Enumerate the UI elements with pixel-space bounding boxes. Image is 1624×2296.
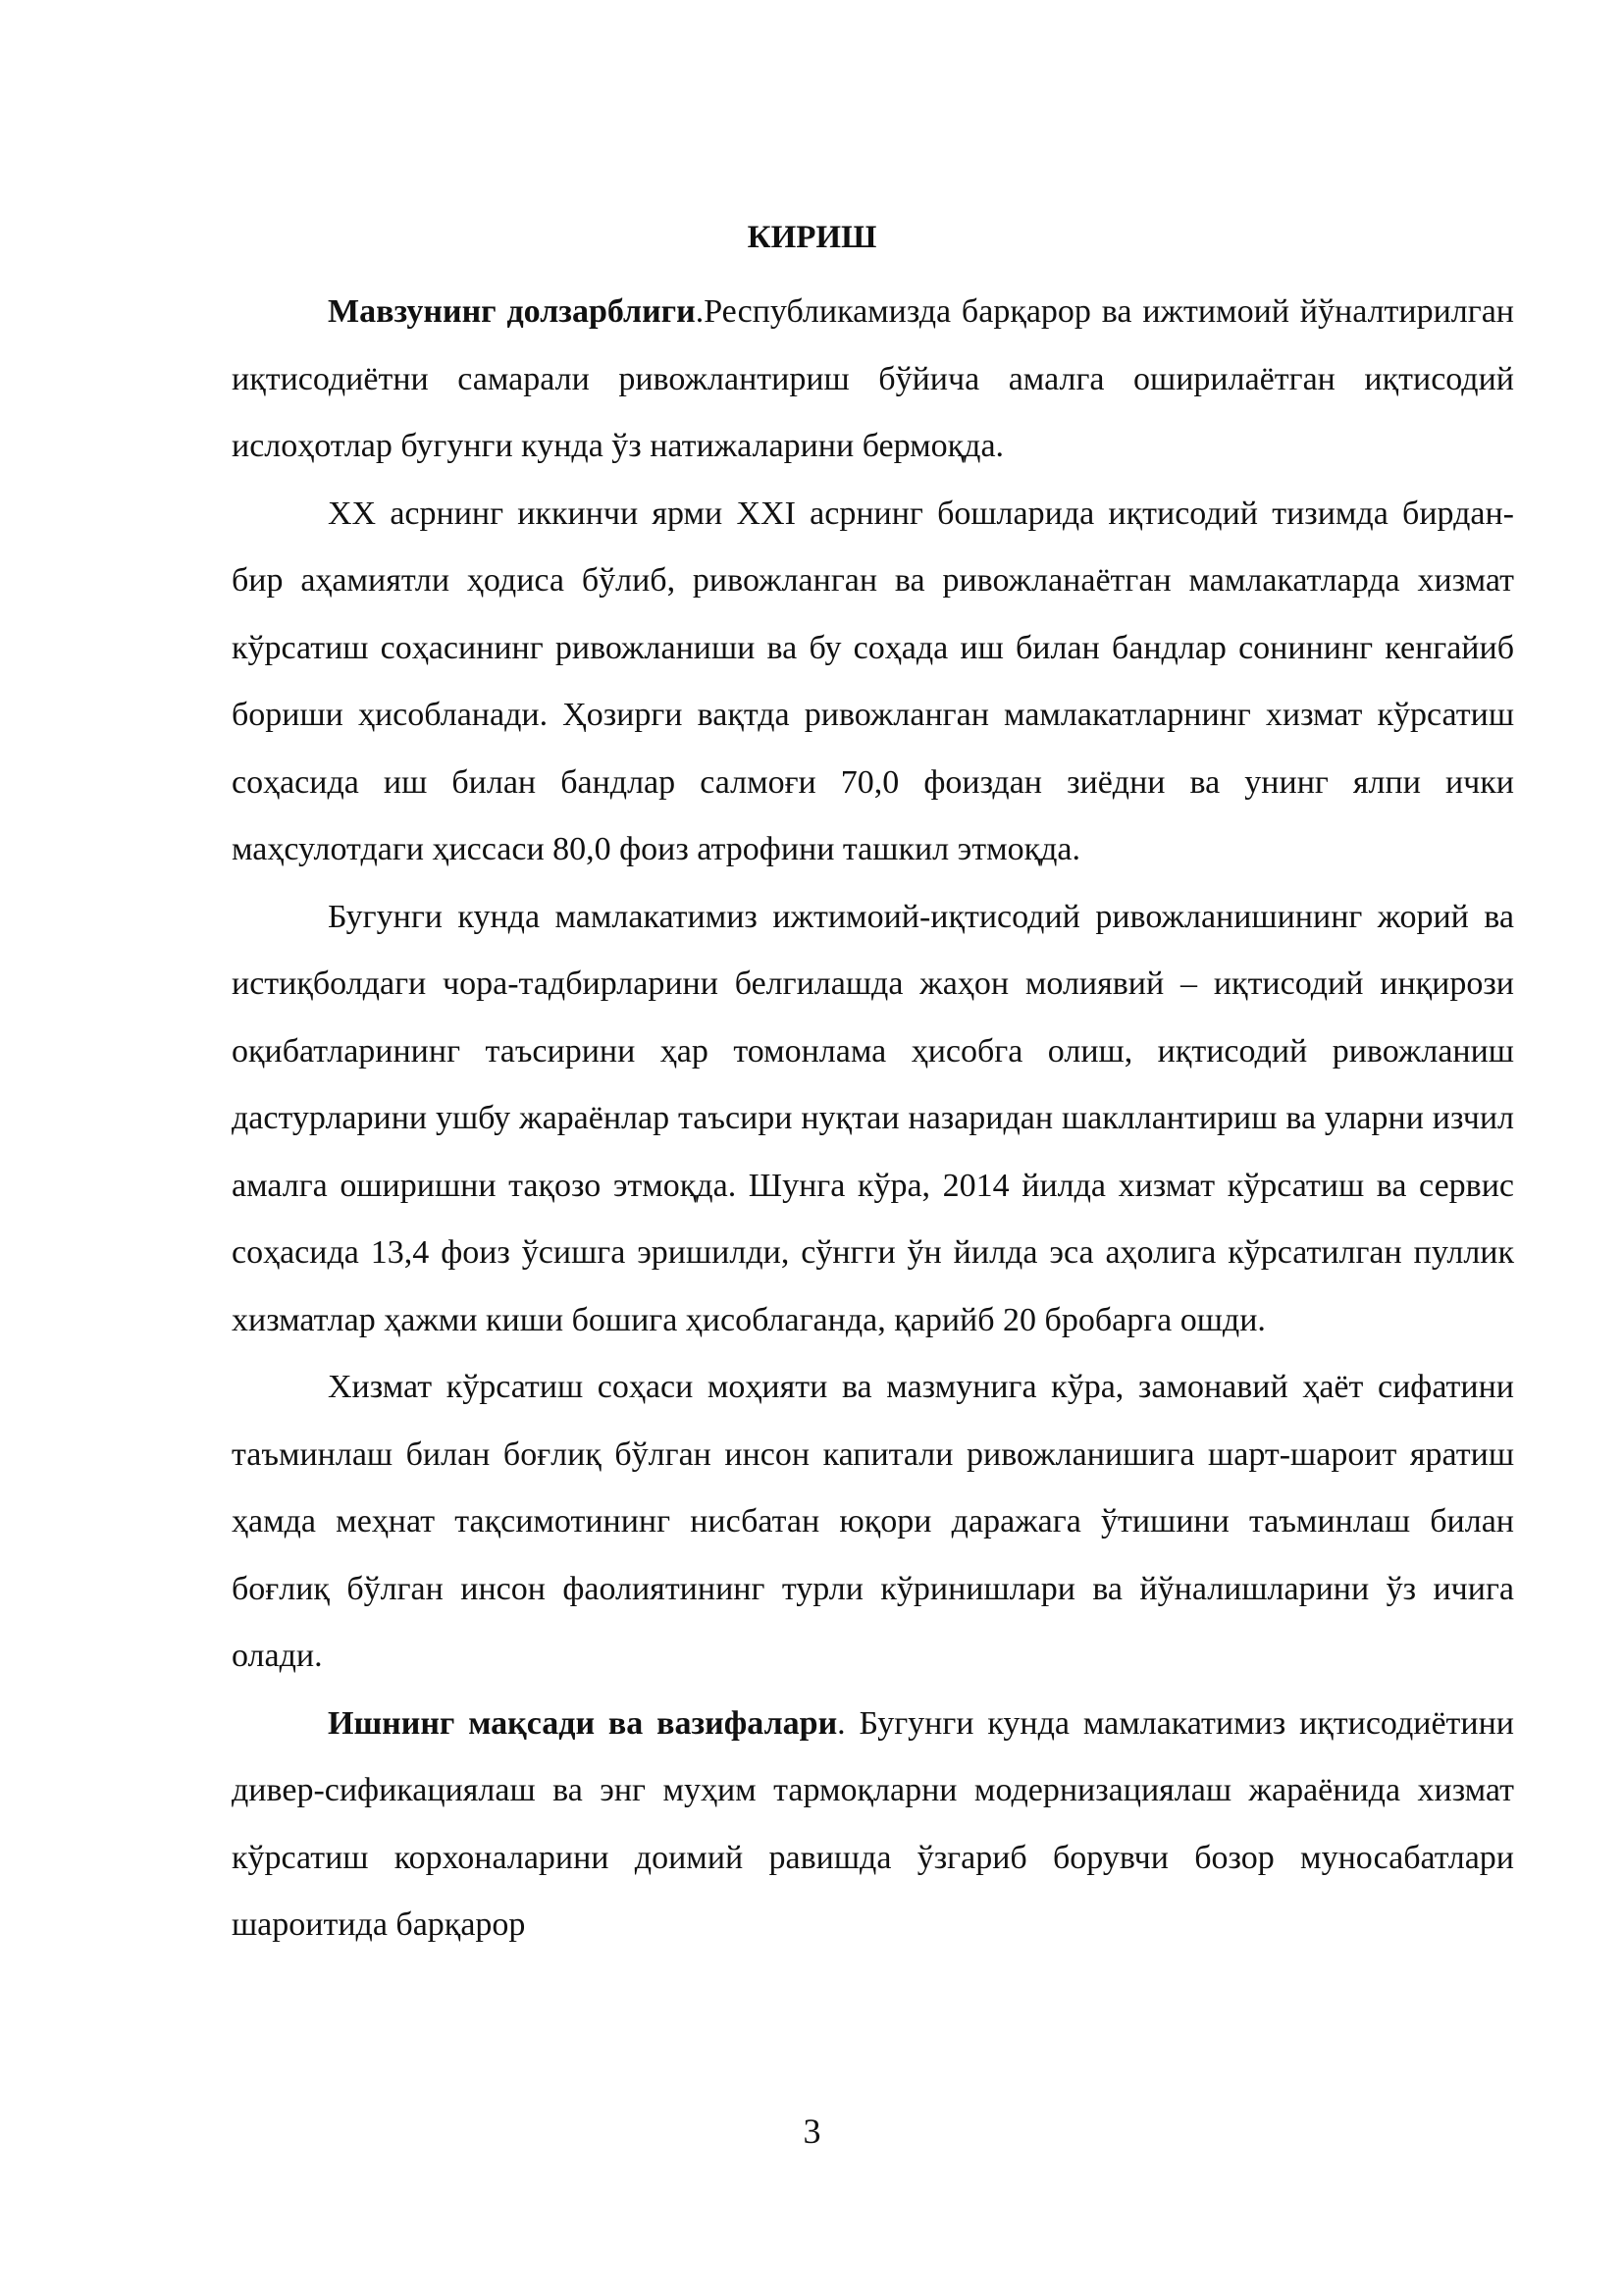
paragraph-essence bbox=[232, 1354, 1514, 1691]
paragraph-text-service-sector: XX асрнинг иккинчи ярми XXI асрнинг бошларида иқтисодий тизимда бирдан-бир аҳамиятли ҳодиса бўлиб, ривожланган ва ривожланаётган мамлакатларда хизмат кўрсатиш соҳасининг ривожланиши ва бу соҳада иш билан бандлар сонининг кенгайиб бориши ҳисобланади. Ҳозирги вақтда ривожланган мамлакатларнинг хизмат кўрсатиш соҳасида иш билан бандлар салмоғи 70,0 фоиздан зиёдни ва унинг ялпи ички маҳсулотдаги ҳиссаси 80,0 фоиз атрофини ташкил этмоқда. bbox=[232, 495, 1514, 867]
paragraph-text-essence: Хизмат кўрсатиш соҳаси моҳияти ва мазмунига кўра, замонавий ҳаёт сифатини таъминлаш билан боғлиқ бўлган инсон капитали ривожланишига шарт-шароит яратиш ҳамда меҳнат тақсимотининг нисбатан юқори даражага ўтишини таъминлаш билан боғлиқ бўлган инсон фаолиятининг турли кўринишлари ва йўналишларини ўз ичига олади. bbox=[232, 1369, 1514, 1674]
paragraph-development bbox=[232, 884, 1514, 1355]
paragraph-service-sector bbox=[232, 481, 1514, 884]
body-text bbox=[232, 279, 1514, 1959]
section-heading: КИРИШ bbox=[747, 220, 877, 255]
paragraph-goals bbox=[232, 1691, 1514, 1959]
paragraph-lead-goals: Ишнинг мақсади ва вазифалари bbox=[328, 1704, 838, 1742]
paragraph-text-relevance: .Республикамизда барқарор ва ижтимоий йўналтирилган иқтисодиётни самарали ривожлантириш бўйича амалга оширилаётган иқтисодий ислоҳотлар бугунги кунда ўз натижаларини бермоқда. bbox=[232, 293, 1515, 464]
page-number: 3 bbox=[803, 2112, 821, 2151]
paragraph-text-development: Бугунги кунда мамлакатимиз ижтимоий-иқтисодий ривожланишининг жорий ва истиқболдаги чора-тадбирларини белгилашда жаҳон молиявий – иқтисодий инқирози оқибатларининг таъсирини ҳар томонлама ҳисобга олиш, иқтисодий ривожланиш дастурларини ушбу жараёнлар таъсири нуқтаи назаридан шакллантириш ва уларни изчил амалга оширишни тақозо этмоқда. Шунга кўра, 2014 йилда хизмат кўрсатиш ва сервис соҳасида 13,4 фоиз ўсишга эришилди, сўнгги ўн йилда эса аҳолига кўрсатилган пуллик хизматлар ҳажми киши бошига ҳисоблаганда, қарийб 20 бробарга ошди. bbox=[232, 898, 1514, 1338]
paragraph-relevance bbox=[232, 279, 1514, 481]
paragraph-text-goals: . Бугунги кунда мамлакатимиз иқтисодиётини дивер-сификациялаш ва энг муҳим тармоқларни модернизациялаш жараёнида хизмат кўрсатиш корхоналарини доимий равишда ўзгариб борувчи бозор муносабатлари шароитида барқарор bbox=[232, 1704, 1514, 1943]
paragraph-lead-relevance: Мавзунинг долзарблиги bbox=[328, 293, 696, 330]
